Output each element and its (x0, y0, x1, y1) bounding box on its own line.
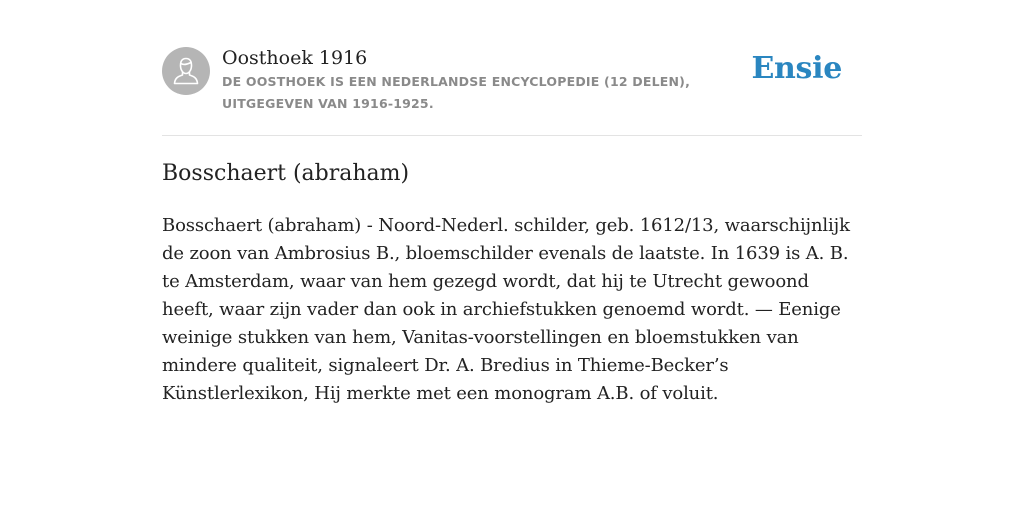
source-header (162, 46, 862, 136)
source-description: DE OOSTHOEK IS EEN NEDERLANDSE ENCYCLOPEDIE (12 DELEN), UITGEGEVEN VAN 1916-1925. (222, 74, 691, 111)
article-title: Bosschaert (abraham) (162, 161, 410, 186)
header-divider (162, 135, 862, 136)
ensie-logo[interactable]: Ensie (751, 51, 842, 86)
source-info (222, 46, 762, 115)
article-body: Bosschaert (abraham) - Noord-Nederl. schilder, geb. 1612/13, waarschijnlijk de zoon van Ambrosius B., bloemschilder evenals de laatste. In 1639 is A. B. te Amsterdam, waar van hem gezegd wordt, dat hij te Utrecht gewoond heeft, waar zijn vader dan ook in archiefstukken genoemd wordt. — Eenige weinige stukken van hem, Vanitas-voorstellingen en bloemstukken van mindere qualiteit, signaleert Dr. A. Bredius in Thieme-Becker’s Künstlerlexikon, Hij merkte met een monogram A.B. of voluit. (162, 215, 850, 404)
source-avatar[interactable] (162, 47, 210, 95)
source-title[interactable]: Oosthoek 1916 (222, 47, 368, 69)
user-outline-icon (162, 47, 210, 95)
